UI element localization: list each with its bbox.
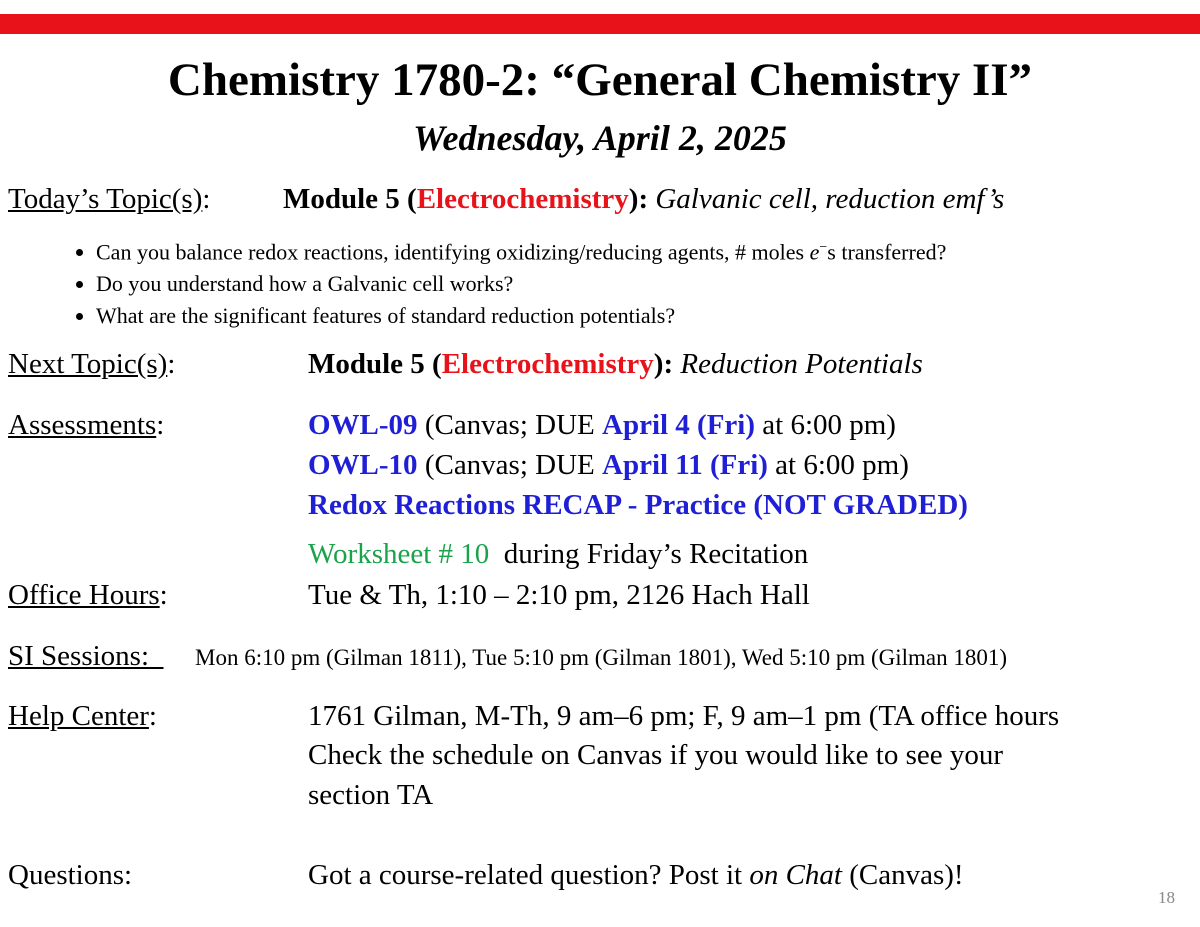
page-number: 18 — [1158, 888, 1175, 907]
today-topics-label: Today’s Topic(s): — [8, 183, 211, 215]
list-item: • What are the significant features of standard reduction potentials? — [96, 300, 946, 332]
si-sessions-label: SI Sessions: — [8, 640, 150, 672]
subject-highlight: Electrochemistry — [441, 348, 654, 380]
office-hours-label: Office Hours: — [8, 579, 168, 611]
list-item: • Can you balance redox reactions, identifying oxidizing/reducing agents, # moles e−s transferred? — [96, 232, 946, 268]
accent-bar — [0, 14, 1200, 34]
page-title: Chemistry 1780-2: “General Chemistry II” — [167, 54, 1033, 106]
help-center-line-2: Check the schedule on Canvas if you would like to see your — [308, 739, 1004, 771]
list-item: • Do you understand how a Galvanic cell works? — [96, 268, 946, 300]
help-center-label: Help Center: — [8, 700, 157, 732]
help-center-line-3: section TA — [308, 779, 434, 811]
assessments-label: Assessments: — [8, 409, 165, 441]
office-hours-value: Tue & Th, 1:10 – 2:10 pm, 2126 Hach Hall — [308, 579, 810, 611]
next-topics-value: Module 5 (Electrochemistry): Reduction Potentials — [308, 348, 923, 380]
questions-value: Got a course-related question? Post it on Chat (Canvas)! — [308, 859, 964, 891]
lecture-date: Wednesday, April 2, 2025 — [413, 118, 787, 158]
next-topics-label: Next Topic(s): — [8, 348, 176, 380]
owl-09-line: OWL-09 (Canvas; DUE April 4 (Fri) at 6:00 pm) — [308, 409, 896, 441]
worksheet-line: Worksheet # 10 during Friday’s Recitation — [308, 538, 809, 570]
questions-label: Questions: — [8, 859, 133, 891]
si-sessions-value: Mon 6:10 pm (Gilman 1811), Tue 5:10 pm (Gilman 1801), Wed 5:10 pm (Gilman 1801) — [195, 645, 1008, 670]
subject-highlight: Electrochemistry — [416, 183, 629, 215]
redox-recap-line: Redox Reactions RECAP - Practice (NOT GRADED) — [308, 489, 968, 521]
today-topics-value: Module 5 (Electrochemistry): Galvanic cell, reduction emf’s — [283, 183, 1005, 215]
owl-10-line: OWL-10 (Canvas; DUE April 11 (Fri) at 6:00 pm) — [308, 449, 909, 481]
help-center-line-1: 1761 Gilman, M-Th, 9 am–6 pm; F, 9 am–1 pm (TA office hours — [308, 700, 1060, 732]
today-bullet-list — [62, 232, 946, 332]
